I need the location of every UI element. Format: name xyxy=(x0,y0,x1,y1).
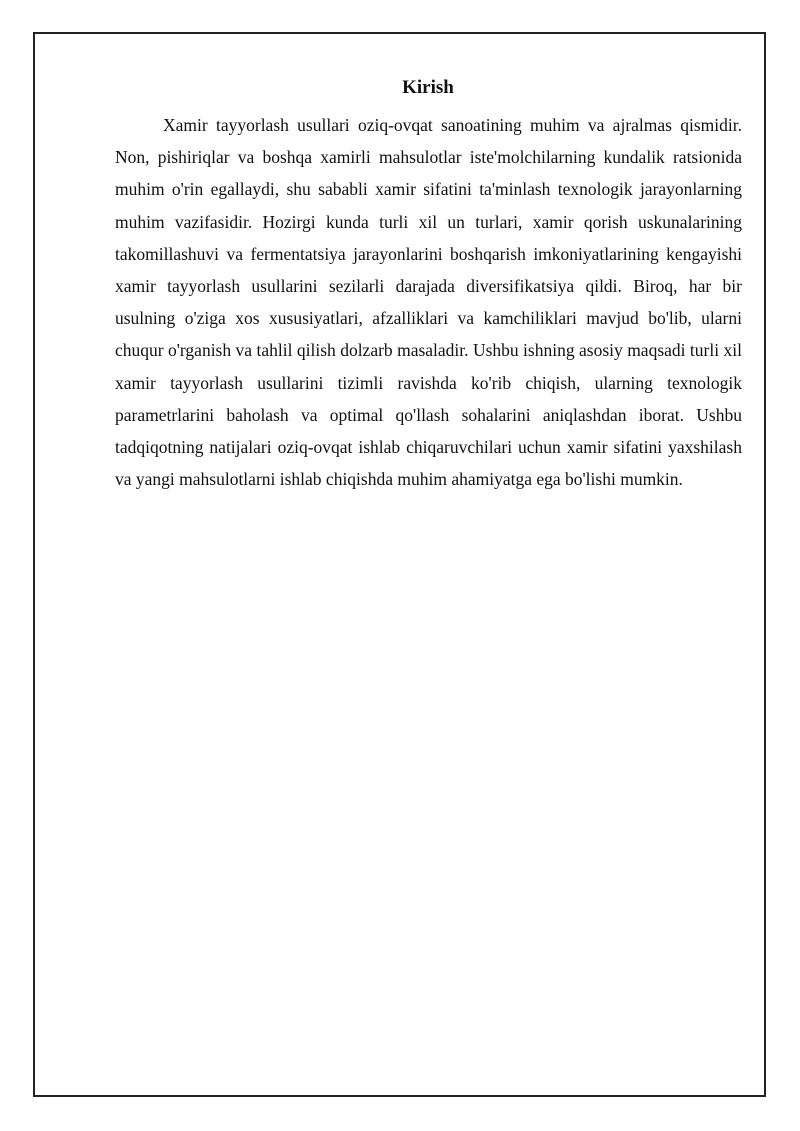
body-paragraph: Xamir tayyorlash usullari oziq-ovqat sanoatining muhim va ajralmas qismidir. Non, pishiriqlar va boshqa xamirli mahsulotlar iste'molchilarning kundalik ratsionida muhim o'rin egallaydi, shu sababli xamir sifatini ta'minlash texnologik jarayonlarning muhim vazifasidir. Hozirgi kunda turli xil un turlari, xamir qorish uskunalarining takomillashuvi va fermentatsiya jarayonlarini boshqarish imkoniyatlarining kengayishi xamir tayyorlash usullarini sezilarli darajada diversifikatsiya qildi. Biroq, har bir usulning o'ziga xos xususiyatlari, afzalliklari va kamchiliklari mavjud bo'lib, ularni chuqur o'rganish va tahlil qilish dolzarb masaladir. Ushbu ishning asosiy maqsadi turli xil xamir tayyorlash usullarini tizimli ravishda ko'rib chiqish, ularning texnologik parametrlarini baholash va optimal qo'llash sohalarini aniqlashdan iborat. Ushbu tadqiqotning natijalari oziq-ovqat ishlab chiqaruvchilari uchun xamir sifatini yaxshilash va yangi mahsulotlarni ishlab chiqishda muhim ahamiyatga ega bo'lishi mumkin. xyxy=(115,115,742,490)
page-title: Kirish xyxy=(402,77,454,98)
